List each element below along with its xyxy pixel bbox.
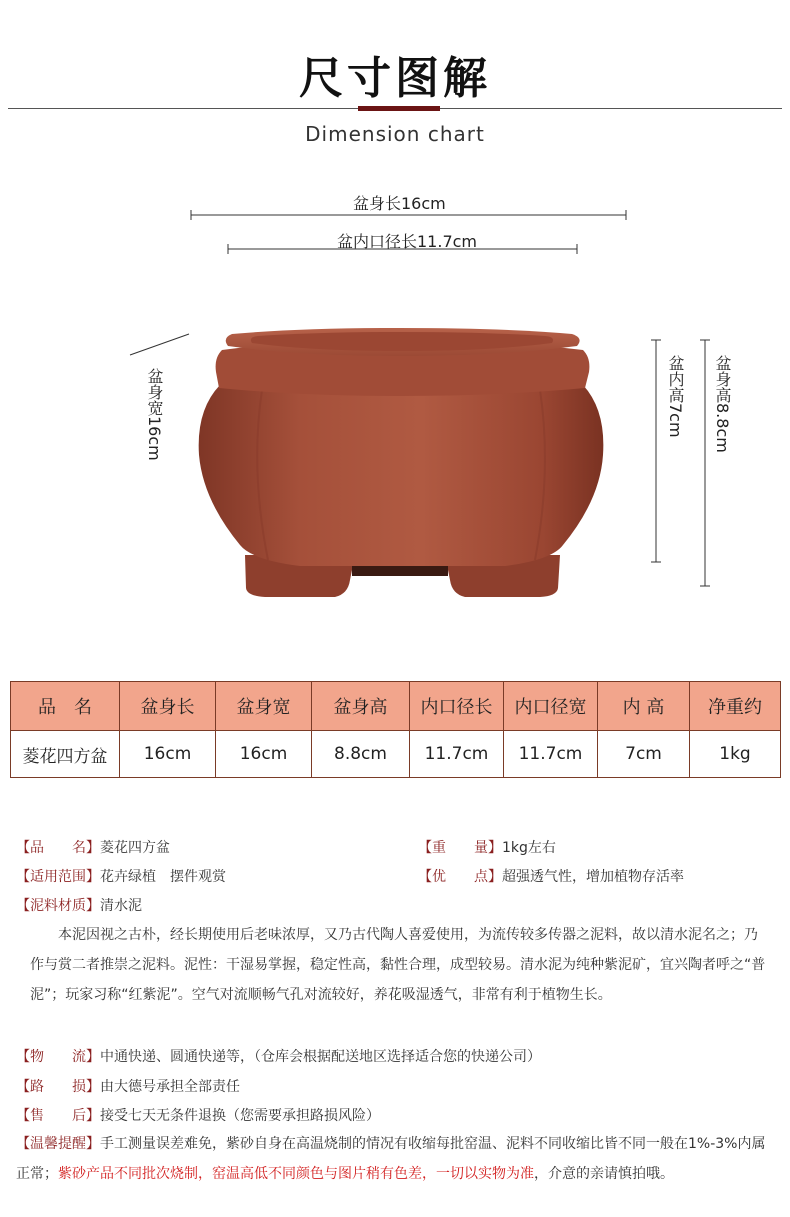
table-cell: 16cm — [120, 731, 216, 778]
info-key: 【品 名】 — [16, 840, 100, 856]
body-width-label: 盆身宽16cm — [145, 368, 164, 461]
table-cell: 菱花四方盆 — [11, 731, 120, 778]
table-cell: 11.7cm — [504, 731, 598, 778]
inner-length-label: 盆内口径长11.7cm — [337, 232, 478, 251]
table-header-row — [11, 682, 781, 731]
info-key: 【物 流】 — [16, 1049, 100, 1065]
info-after-sales — [16, 1105, 380, 1125]
body-length-label: 盆身长16cm — [353, 194, 446, 213]
table-header: 净重约 — [690, 682, 781, 731]
table-cell: 16cm — [216, 731, 312, 778]
info-key: 【重 量】 — [418, 840, 502, 856]
info-shipping — [16, 1046, 541, 1066]
info-key: 【泥料材质】 — [16, 898, 100, 914]
table-row — [11, 731, 781, 778]
info-key: 【路 损】 — [16, 1079, 100, 1095]
info-advantage — [418, 866, 684, 886]
clay-description: 本泥因视之古朴，经长期使用后老味浓厚，又乃古代陶人喜爱使用，为流传较多传器之泥料，故以清水泥名之；乃作与赏二者推崇之泥料。泥性：干湿易掌握，稳定性高，黏性合理，成型较易。清水泥为纯种紫泥矿，宜兴陶者呼之“普泥”；玩家习称“红紫泥”。空气对流顺畅气孔对流较好，养花吸湿透气，非常有利于植物生长。 — [30, 927, 766, 1003]
tips-text-end: ，介意的亲请慎拍哦。 — [534, 1166, 674, 1182]
table-header: 盆身宽 — [216, 682, 312, 731]
table-header: 盆身长 — [120, 682, 216, 731]
info-value: 超强透气性，增加植物存活率 — [502, 869, 684, 885]
info-value: 接受七天无条件退换（您需要承担路损风险） — [100, 1108, 380, 1124]
info-usage — [16, 866, 226, 886]
table-cell: 11.7cm — [410, 731, 504, 778]
info-key: 【温馨提醒】 — [16, 1136, 100, 1152]
info-damage — [16, 1076, 240, 1096]
info-value: 1kg左右 — [502, 840, 556, 856]
info-value: 菱花四方盆 — [100, 840, 170, 856]
table-cell: 1kg — [690, 731, 781, 778]
info-value: 清水泥 — [100, 898, 142, 914]
table-header: 内口径宽 — [504, 682, 598, 731]
table-cell: 8.8cm — [312, 731, 410, 778]
info-name — [16, 837, 170, 857]
info-weight — [418, 837, 556, 857]
inner-height-label: 盆内高7cm — [666, 355, 685, 438]
info-value: 中通快递、圆通快递等，（仓库会根据配送地区选择适合您的快递公司） — [100, 1049, 541, 1065]
table-header: 内口径长 — [410, 682, 504, 731]
info-key: 【优 点】 — [418, 869, 502, 885]
tips-text: 手工测量误差难免，紫砂自身在高温烧制的情况有收缩每批窑温、泥料不同收缩比皆不同一般在1%-3%内属正常； — [16, 1136, 766, 1182]
tips-warning: 紫砂产品不同批次烧制，窑温高低不同颜色与图片稍有色差，一切以实物为准 — [58, 1166, 534, 1182]
table-header: 品 名 — [11, 682, 120, 731]
info-clay — [16, 895, 142, 915]
table-header: 盆身高 — [312, 682, 410, 731]
page-subtitle: Dimension chart — [305, 122, 485, 146]
table-header: 内 高 — [598, 682, 690, 731]
spec-table — [10, 681, 781, 778]
info-value: 由大德号承担全部责任 — [100, 1079, 240, 1095]
info-key: 【售 后】 — [16, 1108, 100, 1124]
info-value: 花卉绿植 摆件观赏 — [100, 869, 226, 885]
info-key: 【适用范围】 — [16, 869, 100, 885]
body-height-label: 盆身高8.8cm — [713, 355, 732, 453]
info-tips — [16, 1129, 774, 1189]
page-title: 尺寸图解 — [299, 53, 491, 104]
table-cell: 7cm — [598, 731, 690, 778]
